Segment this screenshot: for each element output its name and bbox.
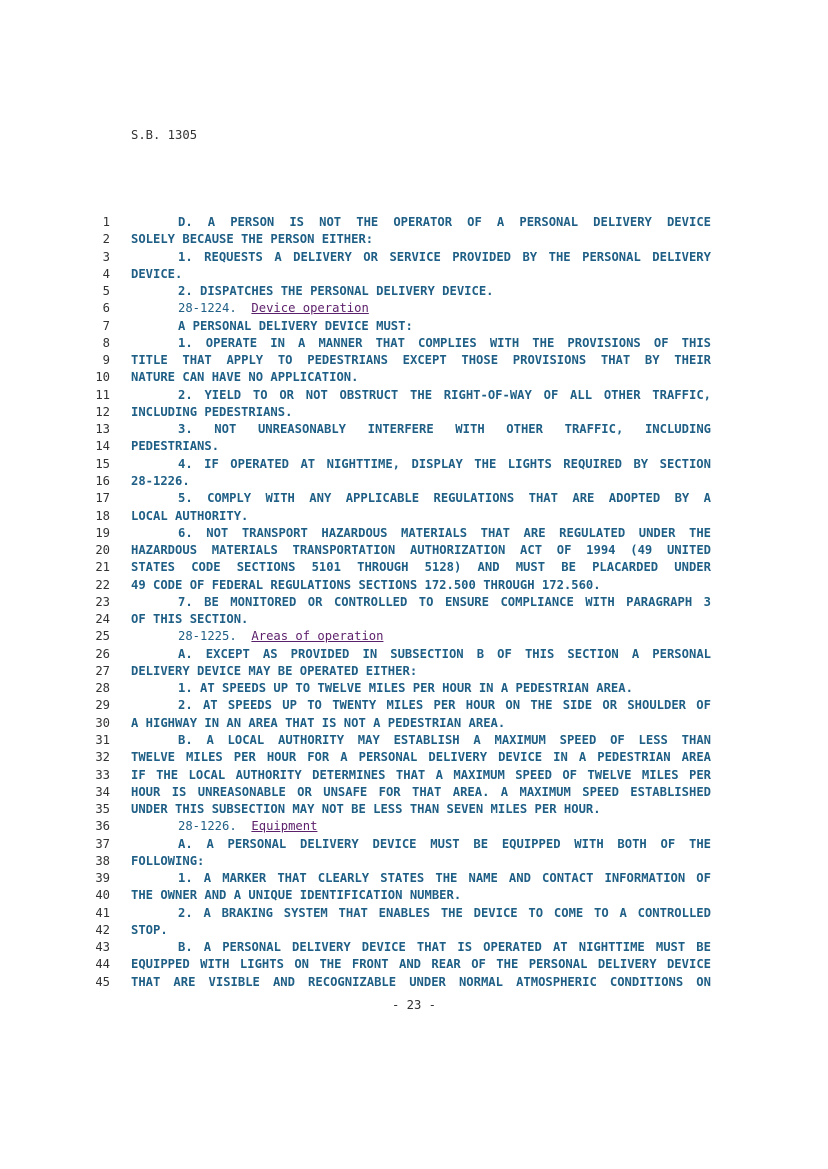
line-number: 26: [95, 646, 110, 661]
text-line: [0, 438, 828, 455]
line-text: HAZARDOUS MATERIALS TRANSPORTATION AUTHORIZATION ACT OF 1994 (49 UNITED: [131, 543, 711, 558]
line-text: NATURE CAN HAVE NO APPLICATION.: [131, 370, 359, 385]
line-text: TWELVE MILES PER HOUR FOR A PERSONAL DELIVERY DEVICE IN A PEDESTRIAN AREA: [131, 750, 711, 765]
line-number: 34: [95, 784, 110, 799]
text-line: [0, 283, 828, 300]
line-number: 25: [95, 629, 110, 644]
text-line: [0, 473, 828, 490]
text-line: [0, 663, 828, 680]
line-text: A HIGHWAY IN AN AREA THAT IS NOT A PEDESTRIAN AREA.: [131, 715, 506, 730]
line-number: 3: [102, 249, 110, 264]
line-text: 5. COMPLY WITH ANY APPLICABLE REGULATIONS THAT ARE ADOPTED BY A: [178, 491, 711, 506]
line-number: 30: [95, 715, 110, 730]
line-number: 13: [95, 422, 110, 437]
line-text: 2. A BRAKING SYSTEM THAT ENABLES THE DEVICE TO COME TO A CONTROLLED: [178, 905, 711, 920]
line-text: 28-1226.: [131, 473, 190, 488]
text-line: [0, 231, 828, 248]
line-text: FOLLOWING:: [131, 853, 205, 868]
line-number: 35: [95, 802, 110, 817]
line-number: 19: [95, 525, 110, 540]
section-heading: Equipment: [251, 819, 318, 834]
line-number: 29: [95, 698, 110, 713]
line-number: 39: [95, 871, 110, 886]
line-text: OF THIS SECTION.: [131, 612, 249, 627]
text-line: [0, 490, 828, 507]
line-number: 7: [102, 318, 110, 333]
section-heading-line: [178, 300, 711, 317]
text-line: [0, 680, 828, 697]
line-text: A. A PERSONAL DELIVERY DEVICE MUST BE EQUIPPED WITH BOTH OF THE: [178, 836, 711, 851]
line-text: 49 CODE OF FEDERAL REGULATIONS SECTIONS 172.500 THROUGH 172.560.: [131, 577, 601, 592]
line-text: 2. AT SPEEDS UP TO TWENTY MILES PER HOUR ON THE SIDE OR SHOULDER OF: [178, 698, 711, 713]
text-line: [0, 352, 828, 369]
text-line: [0, 335, 828, 352]
line-text: DEVICE.: [131, 266, 183, 281]
text-line: [0, 456, 828, 473]
text-line: [0, 818, 828, 835]
text-line: [0, 214, 828, 231]
line-text: THE OWNER AND A UNIQUE IDENTIFICATION NUMBER.: [131, 888, 462, 903]
text-line: [0, 369, 828, 386]
line-number: 23: [95, 594, 110, 609]
text-line: [0, 421, 828, 438]
section-heading: Device operation: [251, 301, 369, 316]
line-number: 4: [102, 266, 110, 281]
bill-number: S.B. 1305: [131, 128, 198, 142]
text-line: [0, 836, 828, 853]
text-line: [0, 611, 828, 628]
line-text: EQUIPPED WITH LIGHTS ON THE FRONT AND REAR OF THE PERSONAL DELIVERY DEVICE: [131, 957, 711, 972]
line-text: 2. YIELD TO OR NOT OBSTRUCT THE RIGHT-OF-WAY OF ALL OTHER TRAFFIC,: [178, 387, 711, 402]
bill-text-body: [0, 214, 828, 991]
line-number: 17: [95, 491, 110, 506]
line-number: 36: [95, 819, 110, 834]
line-number: 38: [95, 853, 110, 868]
line-number: 37: [95, 836, 110, 851]
section-number: 28-1225.: [178, 629, 237, 644]
line-text: 6. NOT TRANSPORT HAZARDOUS MATERIALS THAT ARE REGULATED UNDER THE: [178, 525, 711, 540]
text-line: [0, 300, 828, 317]
line-number: 21: [95, 560, 110, 575]
text-line: [0, 870, 828, 887]
text-line: [0, 249, 828, 266]
line-number: 18: [95, 508, 110, 523]
line-text: 2. DISPATCHES THE PERSONAL DELIVERY DEVICE.: [178, 284, 494, 299]
text-line: [0, 266, 828, 283]
line-text: A. EXCEPT AS PROVIDED IN SUBSECTION B OF THIS SECTION A PERSONAL: [178, 646, 711, 661]
line-number: 2: [102, 232, 110, 247]
line-number: 33: [95, 767, 110, 782]
line-number: 14: [95, 439, 110, 454]
text-line: [0, 594, 828, 611]
line-text: D. A PERSON IS NOT THE OPERATOR OF A PERSONAL DELIVERY DEVICE: [178, 215, 711, 229]
text-line: [0, 974, 828, 991]
line-text: IF THE LOCAL AUTHORITY DETERMINES THAT A MAXIMUM SPEED OF TWELVE MILES PER: [131, 767, 711, 782]
line-number: 41: [95, 905, 110, 920]
line-number: 32: [95, 750, 110, 765]
line-text: 7. BE MONITORED OR CONTROLLED TO ENSURE COMPLIANCE WITH PARAGRAPH 3: [178, 594, 711, 609]
text-line: [0, 801, 828, 818]
text-line: [0, 577, 828, 594]
line-number: 43: [95, 940, 110, 955]
line-text: PEDESTRIANS.: [131, 439, 220, 454]
line-number: 1: [102, 215, 110, 229]
line-number: 6: [102, 301, 110, 316]
line-number: 22: [95, 577, 110, 592]
line-number: 5: [102, 284, 110, 299]
section-number: 28-1226.: [178, 819, 237, 834]
line-text: INCLUDING PEDESTRIANS.: [131, 404, 293, 419]
text-line: [0, 542, 828, 559]
text-line: [0, 715, 828, 732]
text-line: [0, 956, 828, 973]
line-number: 20: [95, 543, 110, 558]
line-text: B. A PERSONAL DELIVERY DEVICE THAT IS OPERATED AT NIGHTTIME MUST BE: [178, 940, 711, 955]
section-heading-line: [178, 818, 711, 835]
section-heading-line: [178, 628, 711, 645]
section-number: 28-1224.: [178, 301, 237, 316]
line-text: STOP.: [131, 922, 168, 937]
line-text: LOCAL AUTHORITY.: [131, 508, 249, 523]
line-text: A PERSONAL DELIVERY DEVICE MUST:: [178, 318, 413, 333]
text-line: [0, 404, 828, 421]
text-line: [0, 767, 828, 784]
line-number: 40: [95, 888, 110, 903]
line-text: 3. NOT UNREASONABLY INTERFERE WITH OTHER TRAFFIC, INCLUDING: [178, 422, 711, 437]
text-line: [0, 905, 828, 922]
line-number: 31: [95, 732, 110, 747]
line-number: 28: [95, 681, 110, 696]
text-line: [0, 853, 828, 870]
line-text: THAT ARE VISIBLE AND RECOGNIZABLE UNDER NORMAL ATMOSPHERIC CONDITIONS ON: [131, 974, 711, 989]
text-line: [0, 628, 828, 645]
section-heading: Areas of operation: [251, 629, 384, 644]
line-text: 1. A MARKER THAT CLEARLY STATES THE NAME AND CONTACT INFORMATION OF: [178, 871, 711, 886]
text-line: [0, 559, 828, 576]
line-number: 45: [95, 974, 110, 989]
text-line: [0, 318, 828, 335]
text-line: [0, 749, 828, 766]
line-number: 15: [95, 456, 110, 471]
line-text: TITLE THAT APPLY TO PEDESTRIANS EXCEPT THOSE PROVISIONS THAT BY THEIR: [131, 353, 711, 368]
text-line: [0, 887, 828, 904]
line-text: UNDER THIS SUBSECTION MAY NOT BE LESS THAN SEVEN MILES PER HOUR.: [131, 802, 601, 817]
line-text: HOUR IS UNREASONABLE OR UNSAFE FOR THAT AREA. A MAXIMUM SPEED ESTABLISHED: [131, 784, 711, 799]
text-line: [0, 697, 828, 714]
text-line: [0, 387, 828, 404]
line-number: 24: [95, 612, 110, 627]
text-line: [0, 732, 828, 749]
line-number: 27: [95, 663, 110, 678]
text-line: [0, 525, 828, 542]
line-text: STATES CODE SECTIONS 5101 THROUGH 5128) AND MUST BE PLACARDED UNDER: [131, 560, 711, 575]
line-number: 16: [95, 473, 110, 488]
line-number: 10: [95, 370, 110, 385]
line-number: 12: [95, 404, 110, 419]
line-text: B. A LOCAL AUTHORITY MAY ESTABLISH A MAXIMUM SPEED OF LESS THAN: [178, 732, 711, 747]
line-text: DELIVERY DEVICE MAY BE OPERATED EITHER:: [131, 663, 418, 678]
line-number: 11: [95, 387, 110, 402]
line-number: 9: [102, 353, 110, 368]
text-line: [0, 939, 828, 956]
line-number: 42: [95, 922, 110, 937]
line-text: 1. AT SPEEDS UP TO TWELVE MILES PER HOUR IN A PEDESTRIAN AREA.: [178, 681, 633, 696]
text-line: [0, 922, 828, 939]
page-number: - 23 -: [391, 998, 437, 1012]
text-line: [0, 784, 828, 801]
line-text: 1. OPERATE IN A MANNER THAT COMPLIES WITH THE PROVISIONS OF THIS: [178, 335, 711, 350]
line-number: 8: [102, 335, 110, 350]
line-text: 1. REQUESTS A DELIVERY OR SERVICE PROVIDED BY THE PERSONAL DELIVERY: [178, 249, 711, 264]
line-text: SOLELY BECAUSE THE PERSON EITHER:: [131, 232, 374, 247]
line-text: 4. IF OPERATED AT NIGHTTIME, DISPLAY THE LIGHTS REQUIRED BY SECTION: [178, 456, 711, 471]
text-line: [0, 646, 828, 663]
text-line: [0, 508, 828, 525]
line-number: 44: [95, 957, 110, 972]
